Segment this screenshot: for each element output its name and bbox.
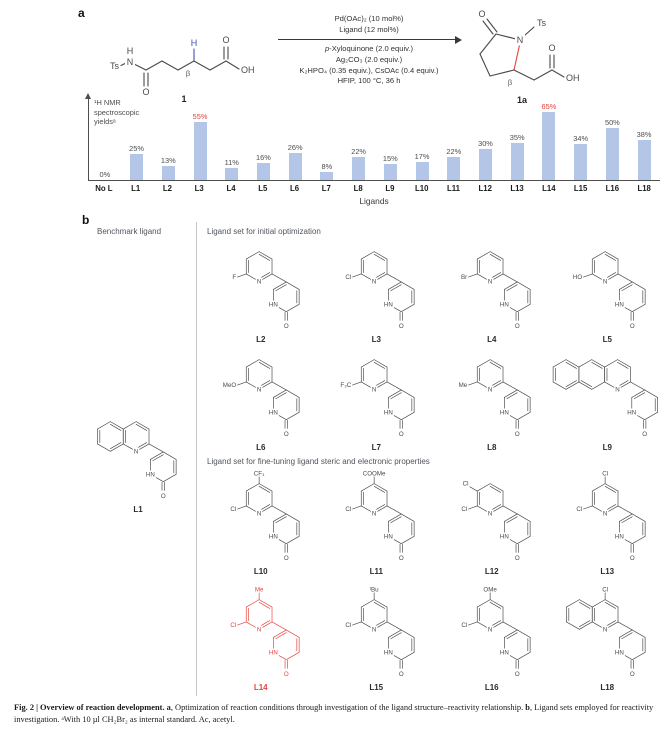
ligand-cell-L13 [550,470,666,576]
svg-text:Cl: Cl [345,505,352,513]
svg-text:N: N [603,510,608,518]
condition-line [274,44,464,55]
category-label-L4: L4 [226,184,236,193]
svg-text:N: N [256,626,262,634]
bar-value-label: 0% [99,170,111,179]
ligand-structure-L11 [333,470,419,566]
bar-value-label: 25% [129,143,144,153]
conditions-above [274,14,464,35]
figure-caption [14,702,656,726]
ligand-label-L5: L5 [602,335,612,344]
ligand-structure-L12 [449,470,535,566]
svg-text:N: N [487,510,493,518]
product-oh-label: OH [566,73,580,83]
substrate-beta-h-label: H [190,38,198,48]
category-label-L14: L14 [542,184,556,193]
category-label-L6: L6 [290,184,300,193]
ligand-structure-L3 [333,238,419,334]
chart-bar-slot-L18 [628,96,660,180]
chart-bar-slot-L2 [152,94,187,180]
ligand-label-L11: L11 [369,567,383,576]
chart-bar-slot-L11 [438,96,470,180]
svg-text:O: O [630,670,635,678]
bar-L4 [225,168,238,180]
bar-L2 [162,166,175,180]
ligand-structure-L10 [218,470,304,566]
svg-text:HN: HN [615,649,625,657]
ligand-label-L14: L14 [253,683,268,692]
ligand-cell-L6 [203,346,319,452]
svg-text:OMe: OMe [483,586,497,594]
svg-text:O: O [514,670,520,678]
svg-text:O: O [642,430,648,438]
bar-L3 [194,122,207,180]
category-label-L1: L1 [131,184,141,193]
svg-text:O: O [399,322,404,330]
bar-L7 [320,172,333,180]
ligand-structure-L2 [218,238,304,334]
text-segment: p [324,44,330,54]
svg-text:N: N [372,626,377,634]
svg-text:N: N [256,278,262,286]
bar-value-label: 22% [446,146,462,156]
text-segment: , Ligand sets employed for reactivity investigation. [14,703,654,725]
substrate-acid-o-label: O [222,35,230,45]
substrate-amide-o-label: O [142,87,150,97]
ligand-cell-L12 [434,470,550,576]
svg-text:N: N [133,448,139,456]
substrate-ts-label: Ts [110,61,119,71]
substrate-oh-label: OH [241,65,255,75]
category-label-L12: L12 [478,184,492,193]
bar-value-label: 13% [160,156,176,166]
svg-text:O: O [283,322,289,330]
svg-text:Cl: Cl [230,621,236,629]
text-segment: Ag₂CO₃ (2.0 equiv.) [335,55,403,65]
substrate-beta-symbol: β [185,69,191,78]
ligand-label-L9: L9 [602,443,612,452]
svg-text:HN: HN [384,409,394,417]
svg-text:O: O [630,322,635,330]
chart-bar-slot-L13 [501,96,533,180]
ligand-row-1 [203,238,665,344]
ligand-label-L1: L1 [133,505,143,514]
svg-text:F₃C: F₃C [340,381,352,389]
ligand-cell-L4 [434,238,550,344]
svg-text:N: N [372,510,377,518]
svg-text:HN: HN [615,301,625,309]
ligand-structure-L15 [333,586,419,682]
bar-value-label: 26% [287,142,303,152]
bar-value-label: 30% [478,138,493,148]
svg-text:N: N [256,386,262,394]
svg-text:HN: HN [268,533,278,541]
svg-text:HO: HO [573,273,583,281]
svg-text:COOMe: COOMe [363,470,386,478]
chart-ylabel-line: ¹H NMR [94,98,121,107]
bar-value-label: 15% [382,154,398,164]
category-label-L8: L8 [353,184,363,193]
substrate-number: 1 [181,94,187,104]
ligand-label-L6: L6 [256,443,266,452]
text-segment: Ligand (12 mol%) [339,24,399,34]
category-label-L13: L13 [510,184,524,193]
chart-bar-slot-L12 [470,96,502,180]
product-number: 1a [516,95,528,105]
svg-text:Cl: Cl [461,505,467,513]
svg-text:O: O [399,670,404,678]
product-lactam-o-label: O [478,9,486,19]
initial-optimization-header: Ligand set for initial optimization [207,227,321,236]
category-label-L5: L5 [258,184,268,193]
svg-text:Me: Me [458,381,467,389]
category-label-L9: L9 [385,184,395,193]
bar-value-label: 22% [351,146,366,156]
ligand-cell-L1 [95,408,181,514]
ligand-label-L18: L18 [600,683,615,692]
svg-text:Cl: Cl [576,505,583,513]
svg-text:O: O [514,554,520,562]
svg-text:HN: HN [384,301,394,309]
chart-bar-slot-L14 [533,96,565,180]
ligand-label-L12: L12 [484,567,499,576]
bar-L14 [542,112,555,180]
svg-text:O: O [283,430,289,438]
chart-x-axis-label: Ligands [359,196,389,206]
bar-L13 [511,143,524,180]
ligand-cell-L3 [319,238,435,344]
benchmark-ligand-structure [86,408,190,514]
category-label-L10: L10 [414,184,429,193]
category-label-L2: L2 [162,184,172,193]
svg-text:N: N [487,626,493,634]
ligand-structure-L1 [95,408,181,504]
bar-L1 [130,154,143,180]
text-segment: K₂HPO₄ (0.35 equiv.), CsOAc (0.4 equiv.) [299,65,439,75]
bar-value-label: 16% [256,153,271,163]
bar-L9 [384,164,397,180]
ligand-cell-L14 [203,586,319,692]
svg-text:O: O [283,670,289,678]
svg-text:N: N [603,626,608,634]
category-label-L18: L18 [637,184,651,193]
svg-text:N: N [372,278,377,286]
category-label-L11: L11 [446,184,460,193]
bar-L18 [638,140,651,180]
text-segment: HFIP, 100 °C, 36 h [337,76,401,86]
svg-text:HN: HN [268,301,278,309]
chart-ylabel-line: spectroscopic [94,107,140,117]
product-n-label: N [516,35,524,45]
text-segment: b [525,703,530,712]
bar-value-label: 38% [636,130,652,140]
svg-text:HN: HN [499,649,509,657]
svg-text:Cl: Cl [345,273,352,281]
svg-text:MeO: MeO [222,381,236,389]
bar-value-label: 65% [541,101,557,111]
reaction-arrow [278,39,460,40]
bar-L6 [289,153,302,180]
chart-bar-slot-L5 [248,96,280,180]
ligand-structure-L4 [449,238,535,334]
ligand-cell-L16 [434,586,550,692]
ligand-row-2 [203,346,665,452]
svg-text:N: N [487,278,493,286]
svg-text:Cl: Cl [602,470,609,478]
ligand-cell-L8 [434,346,550,452]
svg-text:O: O [514,322,520,330]
category-label-L15: L15 [573,184,588,193]
chart-bar-slot-L9 [374,96,406,180]
bar-value-label: 55% [192,112,208,122]
svg-text:Br: Br [460,273,467,281]
ligand-structure-L8 [449,346,535,442]
bar-value-label: 8% [321,161,333,171]
bar-L8 [352,157,365,180]
svg-text:O: O [630,554,635,562]
bar-value-label: 11% [224,158,239,168]
category-label-L16: L16 [605,184,620,193]
chart-bar-slot-L4 [216,96,248,180]
svg-text:N: N [487,386,493,394]
ligand-structure-L9 [551,346,663,442]
svg-text:HN: HN [384,533,394,541]
bar-L12 [479,149,492,181]
bar-value-label: 35% [509,133,525,143]
ligand-row-3 [203,470,665,576]
text-segment: ᵃ [61,715,64,725]
svg-text:HN: HN [268,409,278,417]
substrate-nh-label: H [126,46,134,56]
ligand-cell-L9 [550,346,666,452]
product-structure [452,8,587,106]
svg-text:HN: HN [499,301,509,309]
svg-text:Cl: Cl [462,480,469,488]
svg-text:O: O [514,430,520,438]
svg-text:CF₃: CF₃ [253,470,265,478]
svg-text:HN: HN [384,649,394,657]
bar-value-label: 17% [414,152,430,162]
text-segment: a [166,703,171,712]
chart-y-axis-label [94,98,139,127]
ligand-cell-L10 [203,470,319,576]
product-acid-o-label: O [548,43,556,53]
svg-text:O: O [283,554,289,562]
svg-text:O: O [399,554,404,562]
ligand-structure-L16 [449,586,535,682]
chart-bar-slot-L7 [311,96,343,180]
chart-bar-slot-L3 [184,96,216,180]
svg-text:HN: HN [499,409,509,417]
text-segment: , Optimization of reaction conditions through investigation of the ligand structure–reactivity relationship. [170,703,526,712]
ligand-structure-L18 [564,586,650,682]
chart-bar-slot-L15 [565,96,597,180]
condition-line [274,25,464,36]
condition-line [274,14,464,25]
ligand-label-L7: L7 [371,443,381,452]
svg-text:N: N [372,386,377,394]
svg-text:Cl: Cl [461,621,467,629]
ligand-cell-L7 [319,346,435,452]
svg-text:N: N [615,386,621,394]
ligand-label-L13: L13 [600,567,615,576]
svg-text:O: O [399,430,404,438]
svg-text:Me: Me [254,586,264,594]
svg-text:HN: HN [627,409,637,417]
chart-bar-slot-L10 [406,96,438,180]
chart-category-axis [88,181,660,193]
ligand-label-L2: L2 [256,335,266,344]
bar-value-label: 34% [573,134,589,144]
svg-text:Cl: Cl [345,621,352,629]
bar-L11 [447,157,460,180]
ligand-label-L16: L16 [484,683,499,692]
ligand-label-L8: L8 [487,443,497,452]
panel-a-label: a [78,6,85,20]
vertical-divider [196,222,197,696]
product-ts-label: Ts [537,18,546,28]
ligand-structure-L13 [564,470,650,566]
text-segment: Pd(OAc)₂ (10 mol%) [334,14,404,23]
text-segment: With 10 µl CH₂Br₂ as internal standard. Ac, acetyl. [63,715,235,725]
yield-bar-chart [76,96,660,206]
bar-L16 [606,128,619,181]
svg-text:O: O [160,492,166,500]
bar-L5 [257,163,270,180]
category-label-L7: L7 [321,184,331,193]
bar-value-label: 50% [604,117,620,127]
ligand-cell-L11 [319,470,435,576]
ligand-label-L10: L10 [253,567,268,576]
chart-bar-slot-L16 [597,96,629,180]
reaction-conditions [274,14,464,87]
condition-line [274,55,464,66]
bar-L15 [574,144,587,180]
text-segment: -Xyloquinone (2.0 equiv.) [329,44,414,54]
svg-text:HN: HN [145,471,155,479]
category-label-No-L: No L [95,184,113,193]
benchmark-ligand-header: Benchmark ligand [97,227,162,236]
chart-bar-slot-L6 [279,96,311,180]
text-segment: Fig. 2 | Overview of reaction development. [14,703,167,712]
substrate-structure [86,12,276,104]
condition-line [274,66,464,77]
svg-text:N: N [603,278,608,286]
ligand-structure-L6 [218,346,304,442]
ligand-structure-L7 [333,346,419,442]
ligand-cell-L15 [319,586,435,692]
ligand-label-L3: L3 [371,335,381,344]
svg-text:F: F [232,273,236,281]
ligand-label-L15: L15 [369,683,384,692]
ligand-cell-L2 [203,238,319,344]
condition-line [274,76,464,87]
ligand-label-L4: L4 [487,335,497,344]
category-label-L3: L3 [194,184,204,193]
ligand-cell-L5 [550,238,666,344]
bar-L10 [416,162,429,180]
chart-plot-area [88,96,660,181]
svg-text:HN: HN [499,533,509,541]
svg-text:Cl: Cl [230,505,236,513]
ligand-row-4 [203,586,665,692]
chart-ylabel-line: yieldsᵃ [94,117,116,127]
ligand-cell-L18 [550,586,666,692]
ligand-structure-L14 [218,586,304,682]
panel-b-label: b [82,213,90,227]
conditions-below [274,44,464,87]
chart-bar-slot-L8 [343,96,375,180]
svg-text:Cl: Cl [602,586,609,594]
fine-tuning-header: Ligand set for fine-tuning ligand steric and electronic properties [207,457,430,466]
svg-text:HN: HN [615,533,625,541]
svg-text:ᵗBu: ᵗBu [369,586,379,594]
product-beta-symbol: β [507,78,513,87]
svg-text:N: N [256,510,262,518]
svg-text:HN: HN [268,649,278,657]
ligand-structure-L5 [564,238,650,334]
substrate-n-label: N [126,57,134,67]
